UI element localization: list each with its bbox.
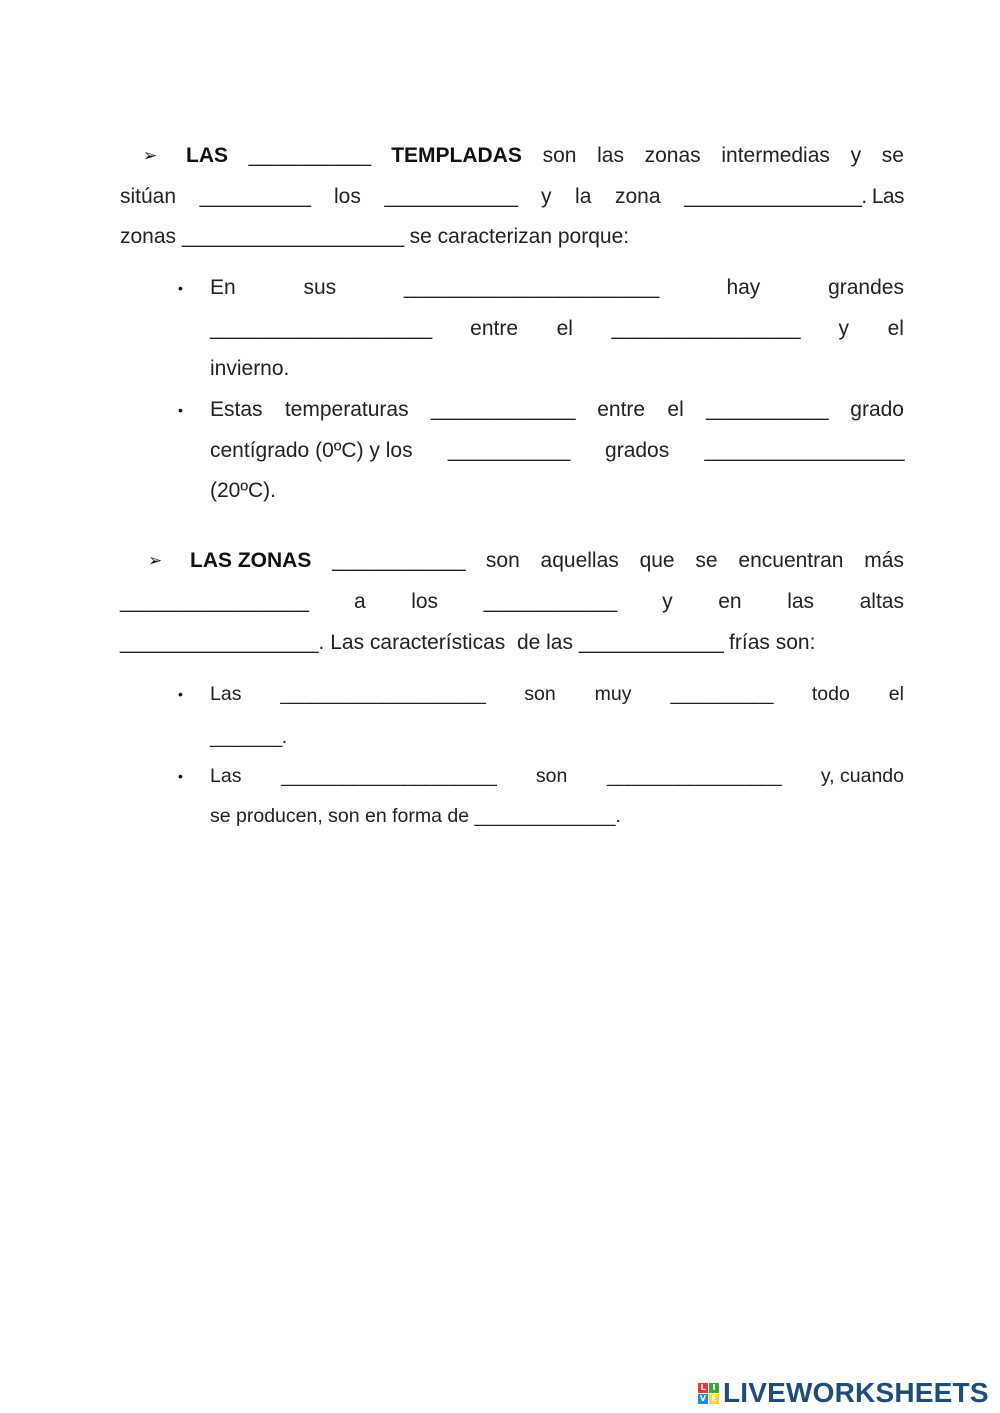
word: y bbox=[838, 317, 849, 340]
word: la bbox=[575, 185, 592, 208]
word: son bbox=[524, 683, 556, 705]
word: en bbox=[718, 590, 742, 613]
blank-field[interactable]: __________ bbox=[199, 185, 311, 208]
bullet-icon: • bbox=[178, 768, 183, 784]
word: son bbox=[542, 144, 577, 167]
word: todo bbox=[811, 683, 850, 705]
word: intermedias bbox=[721, 144, 830, 167]
section1-bullet2-line1 bbox=[210, 395, 904, 425]
section2-bullet2-line1 bbox=[210, 761, 904, 791]
word: encuentran bbox=[738, 549, 844, 572]
text-las: LAS bbox=[186, 144, 228, 167]
word: las bbox=[787, 590, 815, 613]
arrow-bullet-icon: ➢ bbox=[148, 551, 163, 570]
logo-squares-icon bbox=[698, 1383, 719, 1404]
word: los bbox=[411, 590, 439, 613]
word: grado bbox=[850, 398, 904, 421]
word: zonas bbox=[120, 225, 177, 248]
bullet-icon: • bbox=[178, 686, 183, 702]
word: centígrado (0ºC) y los bbox=[210, 439, 413, 462]
blank-field[interactable]: _________________ bbox=[611, 317, 800, 340]
blank-field[interactable]: _____________ bbox=[430, 398, 575, 421]
word: zonas bbox=[644, 144, 701, 167]
word: y, cuando bbox=[820, 765, 904, 787]
blank-field[interactable]: ____________ bbox=[384, 185, 518, 208]
word: muy bbox=[594, 683, 632, 705]
blank-field[interactable]: _______________________ bbox=[403, 276, 659, 299]
word: el bbox=[888, 683, 904, 705]
word: En bbox=[210, 276, 236, 299]
word: y bbox=[850, 144, 862, 167]
section1-bullet2-line2 bbox=[210, 436, 904, 466]
text-las-zonas: LAS ZONAS bbox=[190, 549, 312, 572]
word: hay bbox=[726, 276, 761, 299]
arrow-bullet-icon: ➢ bbox=[143, 146, 158, 165]
word: _________________. Las características de las bbox=[120, 631, 573, 654]
section1-bullet1-line1 bbox=[210, 273, 904, 303]
word: los bbox=[334, 185, 361, 208]
word: y bbox=[540, 185, 552, 208]
word: son bbox=[535, 765, 568, 787]
blank-field[interactable]: __________ bbox=[670, 683, 773, 705]
word: aquellas bbox=[540, 549, 619, 572]
blank-field[interactable]: _____________ bbox=[579, 631, 724, 654]
word: que bbox=[639, 549, 675, 572]
blank-field[interactable]: _____________________ bbox=[281, 765, 497, 787]
blank-field[interactable]: __________________ bbox=[704, 439, 904, 462]
blank-field[interactable]: ____________ bbox=[483, 590, 617, 613]
word: se bbox=[695, 549, 718, 572]
section2-line3 bbox=[120, 628, 904, 658]
word: el bbox=[667, 398, 684, 421]
blank-field[interactable]: ___________ bbox=[248, 144, 371, 167]
word: Las bbox=[210, 683, 242, 705]
word: más bbox=[864, 549, 904, 572]
word: el bbox=[556, 317, 573, 340]
text-templadas: TEMPLADAS bbox=[391, 144, 522, 167]
section1-bullet2-line3 bbox=[210, 476, 904, 506]
word: sus bbox=[303, 276, 337, 299]
section1-line2 bbox=[120, 182, 904, 212]
blank-field[interactable]: ___________ bbox=[706, 398, 828, 421]
word: el bbox=[887, 317, 904, 340]
word: se producen, son en forma de _____________. bbox=[210, 805, 621, 827]
word: son bbox=[485, 549, 520, 572]
blank-field[interactable]: ________________. Las bbox=[684, 185, 904, 208]
word: sitúan bbox=[120, 185, 177, 208]
word: Estas bbox=[210, 398, 263, 421]
word: Las bbox=[210, 765, 242, 787]
blank-field[interactable]: _______. bbox=[210, 726, 287, 748]
blank-field[interactable]: _________________ bbox=[607, 765, 782, 787]
word: altas bbox=[859, 590, 904, 613]
word: (20ºC). bbox=[210, 479, 277, 502]
section1-line1 bbox=[186, 141, 904, 171]
word: se bbox=[881, 144, 904, 167]
word: a bbox=[353, 590, 366, 613]
section1-line3 bbox=[120, 222, 904, 252]
word: se caracterizan porque: bbox=[409, 225, 630, 248]
logo-square: E bbox=[709, 1394, 719, 1404]
word: entre bbox=[470, 317, 519, 340]
blank-field[interactable]: ____________________ bbox=[210, 317, 432, 340]
word: las bbox=[597, 144, 624, 167]
word: y bbox=[662, 590, 673, 613]
blank-field[interactable]: ____________ bbox=[332, 549, 466, 572]
word: grados bbox=[605, 439, 670, 462]
logo-square: V bbox=[699, 1393, 707, 1403]
logo-text: LIVEWORKSHEETS bbox=[723, 1377, 989, 1408]
logo-square: I bbox=[709, 1383, 719, 1393]
word: temperaturas bbox=[284, 398, 409, 421]
logo-square: L bbox=[698, 1383, 708, 1393]
word: invierno. bbox=[210, 357, 290, 380]
bullet-icon: • bbox=[178, 280, 183, 296]
blank-field[interactable]: ____________________ bbox=[182, 225, 404, 248]
blank-field[interactable]: ____________________ bbox=[280, 683, 486, 705]
section2-bullet2-line2 bbox=[210, 801, 904, 831]
word: entre bbox=[597, 398, 646, 421]
section1-bullet1-line3 bbox=[210, 354, 904, 384]
blank-field[interactable]: ___________ bbox=[447, 439, 570, 462]
section2-line1 bbox=[190, 546, 904, 576]
word: zona bbox=[614, 185, 661, 208]
liveworksheets-logo bbox=[698, 1378, 989, 1408]
section2-line2 bbox=[120, 587, 904, 617]
section2-bullet1-line1 bbox=[210, 679, 904, 709]
section1-bullet1-line2 bbox=[210, 314, 904, 344]
blank-field[interactable]: _________________ bbox=[120, 590, 309, 613]
word: frías son: bbox=[729, 631, 816, 654]
section2-bullet1-line2 bbox=[210, 722, 904, 752]
word: grandes bbox=[828, 276, 904, 299]
bullet-icon: • bbox=[178, 402, 183, 418]
